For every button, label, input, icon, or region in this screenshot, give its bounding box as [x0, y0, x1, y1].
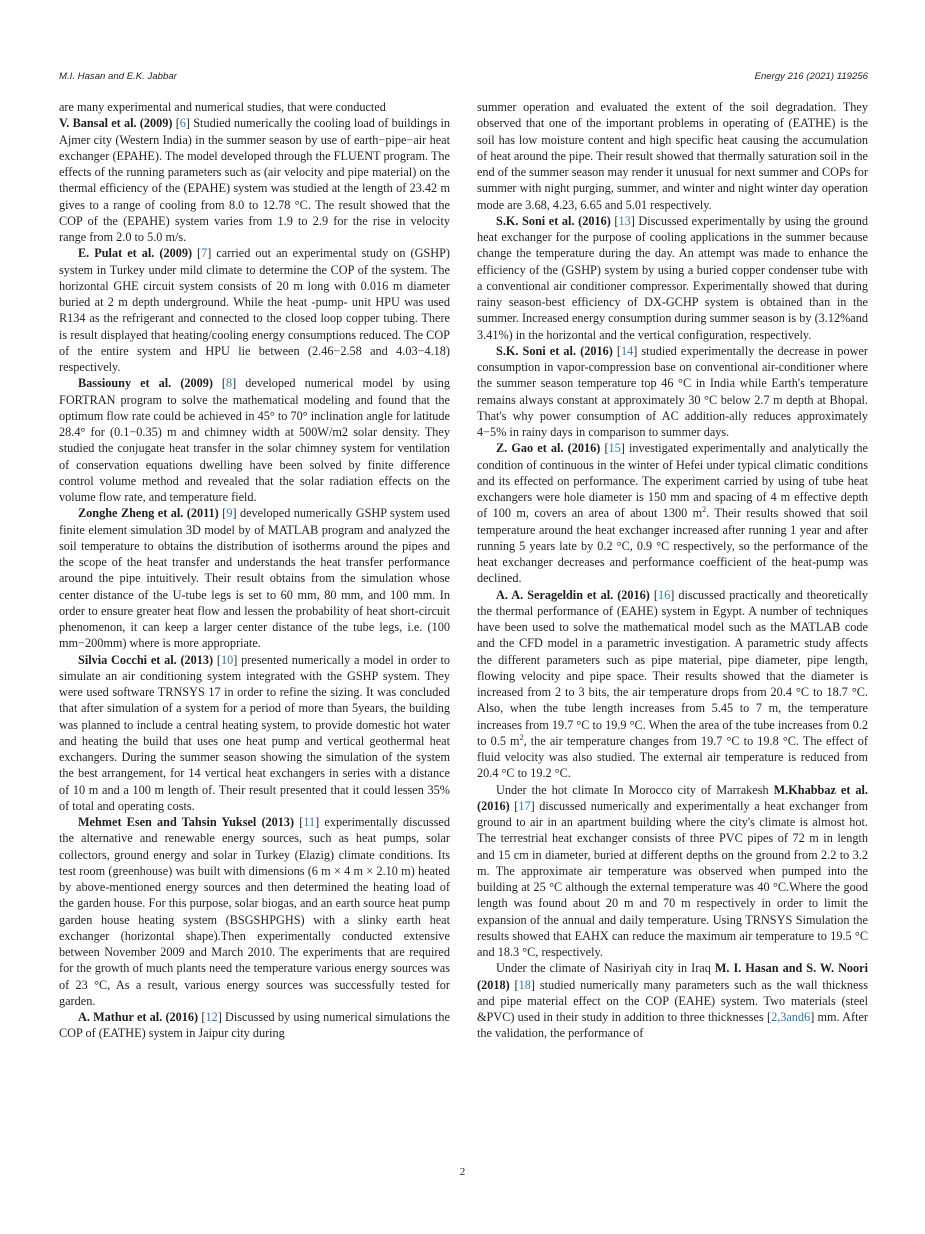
reference-link[interactable]: 12 — [205, 1010, 218, 1024]
citation-lead: S.K. Soni et al. (2016) — [496, 343, 613, 358]
citation-lead: Zonghe Zheng et al. (2011) — [78, 506, 219, 521]
reference-link[interactable]: 14 — [620, 343, 634, 358]
reference-link[interactable]: 15 — [608, 441, 621, 456]
paragraph-bassiouny: Bassiouny et al. (2009) [8] developed numerical model by using FORTRAN program to solve the mathematical modeling and found that the optimum flow rate could be achieved in 45° to 70° inclination angle for latitude 28.4° for (0.1−0.35) m and chimney width at 500W/m2 solar density. They studied the conjugate heat transfer in the solar chimney system for ventilation of conservation equations dwelling have been solved by finite difference control volume method and revealed that the solar radiation effects on the volume flow rate, and temperature field. — [59, 376, 450, 504]
running-head-authors: M.I. Hasan and E.K. Jabbar — [59, 71, 177, 82]
reference-link[interactable]: 18 — [518, 977, 531, 992]
paragraph-esen: Mehmet Esen and Tahsin Yuksel (2013) [11] experimentally discussed the alternative and renewable energy sources, such as heat pumps, solar collectors, ground energy and solar in Turkey (Elazig) climate conditions. Its test room (greenhouse) was built with dimensions (6 m × 4 m × 2.10 m) heated by above-mentioned energy sources and then determined the heating load of the garden house. For this purpose, solar biogas, and an earth source heat pump garden house heating system (BSGSHPGHS) with a slinky earth heat exchanger (horizontal shape).Then experimentally conducted extensive between November 2009 and March 2010. The experiments that are required for the growth of much plants need the temperature various energy sources was of 23 °C, As a result, various energy sources was successfully tested for garden. — [59, 815, 450, 1008]
paragraph-hasan: Under the climate of Nasiriyah city in Iraq M. I. Hasan and S. W. Noori (2018) [18] studied numerically many parameters such as the wall thickness and pipe material effect on the COP (EAHE) system. Two materials (steel &PVC) used in their study in addition to three thicknesses [2,3and6] mm. After the validation, the performance of — [477, 961, 869, 1041]
superscript: 2 — [702, 505, 707, 515]
paragraph-cocchi: Silvia Cocchi et al. (2013) [10] presented numerically a model in order to simulate an air conditioning system integrated with the GSHP system. They were used software TRNSYS 17 in order to refine the sizing. It was concluded that after simulation of a system for a period of more than 5years, the building was planned to include a central heating system, to provide domestic hot water and heating the build that uses one heat pump and vertical geothermal heat exchangers. During the summer season showing the simulation of the system the best arrangement, for 14 vertical heat exchangers in series with a distance of 10 m and a 100 m length of. Their result presented that it could lessen 35% of total and operating costs. — [59, 652, 450, 813]
reference-link[interactable]: 11 — [303, 815, 316, 829]
citation-lead: Silvia Cocchi et al. (2013) — [78, 652, 214, 667]
paragraph-continuation: are many experimental and numerical studies, that were conducted — [59, 100, 386, 114]
right-column — [477, 99, 868, 1042]
paragraph-gao: Z. Gao et al. (2016) [15] investigated experimentally and analytically the condition of continuous in the winter of Hefei under typical climatic conditions and its effected on performance. The experiment carried by using of tube heat exchangers were hole diameter is 150 mm and spacing of 4 m effective depth of 100 m, covers an area of about 1300 $m^2$. Their results showed that soil temperature around the heat exchanger increased after running 1 year and after running 5 years late by 0.2 °C, 0.9 °C respectively, so the performance of the heat exchanger decreases and performance coefficient of the heat-pump was declined. — [477, 441, 868, 586]
reference-link[interactable]: 13 — [618, 213, 631, 228]
reference-link[interactable]: 16 — [657, 587, 671, 602]
citation-lead: A. Mathur et al. (2016) — [78, 1010, 199, 1024]
reference-link[interactable]: 6 — [179, 116, 186, 131]
citation-lead: E. Pulat et al. (2009) — [78, 246, 193, 261]
citation-lead: V. Bansal et al. (2009) — [59, 116, 173, 131]
reference-link[interactable]: 7 — [201, 246, 208, 261]
citation-lead: S.K. Soni et al. (2016) — [496, 213, 611, 228]
citation-lead: Z. Gao et al. (2016) — [496, 441, 601, 456]
citation-lead: Bassiouny et al. (2009) — [78, 376, 213, 391]
reference-link[interactable]: 8 — [226, 376, 233, 391]
paragraph-soni-14: S.K. Soni et al. (2016) [14] studied experimentally the decrease in power consumption in vapor-compression base on conventional air-conditioner where the summer season temperature top 46 °C in India while Earth's temperature remains always constant at approximately 30 °C below 2.7 m depth at Bhopal. That's why power consumption of AC addition-ally reduces approximately 4−5% in rainy days in comparison to summer days. — [477, 343, 869, 439]
superscript: 2 — [519, 732, 524, 742]
paragraph-khabbaz: Under the hot climate In Morocco city of Marrakesh M.Khabbaz et al. (2016) [17] discussed numerically and experimentally a heat exchanger from ground to air in an apartment building where the city's climate is almost hot. The terrestrial heat exchanger consists of three PVC pipes of 72 m in length and 15 cm in diameter, buried at different depths on the ground from 2.2 to 3.2 m. The approximate air temperature was observed when pumped into the building at 25 °C although the external temperature was 40 °C.Where the good length was found about 20 m and 70 m respectively in order to limit the expansion of the annual and daily temperature. Using TRNSYS Simulation the results showed that EAHX can reduce the maximum air temperature to 19.5 °C and 18.3 °C, respectively. — [477, 782, 868, 959]
paragraph-bansal: V. Bansal et al. (2009) [6] Studied numerically the cooling load of buildings in Ajmer city (Western India) in the summer season by use of earth−pipe−air heat exchanger (EPAHE). The model developed through the FLUENT program. The effects of the running parameters such as (air velocity and pipe material) on the thermal efficiency of the (EPAHE) system was studied at the length of 23.42 m gives to a range of cooling from 8.0 to 12.78 °C. The result showed that the COP of the (EPAHE) system varies from 1.9 to 2.9 for the rise in velocity range from 2.0 to 5.0 m/s. — [59, 116, 450, 244]
page-number: 2 — [459, 1166, 466, 1178]
reference-link[interactable]: 2,3and6 — [771, 1010, 811, 1024]
left-column — [59, 99, 450, 1042]
paragraph-soni-13: S.K. Soni et al. (2016) [13] Discussed experimentally by using the ground heat exchanger for the purpose of cooling applications in the summer because change the temperature during the day. An attempt was made to enhance the efficiency of the (GSHP) system by using a buried copper condenser tube with a conventional air conditioner compressor. Experimentally showed that during rainy season-best efficiency of DX-GCHP system is obtained than in the summer. Increased energy consumption during summer season is by (3.12%and 3.41%) in the horizontal and the vertical configuration, respectively. — [477, 213, 868, 342]
reference-link[interactable]: 10 — [220, 652, 234, 667]
running-head — [59, 71, 868, 87]
citation-lead: Mehmet Esen and Tahsin Yuksel (2013) — [78, 815, 295, 829]
paragraph-zheng: Zonghe Zheng et al. (2011) [9] developed numerically GSHP system used finite element simulation 3D model by of MATLAB program and analyzed the soil temperature to obtains the distribution of isotherms around the pipes and the scope of the heat transfer and understands the heat transfer performance around the pipe intuitively. Their result obtains from the simulation whose center distance of the U-tube legs is set to 60 mm, 80 mm, and 100 mm. In order to ensure greater heat flow and lessen the probability of heat short-circuit phenomenon, it can keep a larger center distance of the tube legs, i.e. (100 mm−200mm) where is more appropriate. — [59, 506, 450, 651]
citation-lead: M. I. Hasan and S. W. Noori (2018) — [477, 961, 869, 992]
running-head-journal: Energy 216 (2021) 119256 — [754, 71, 868, 82]
paragraph-continuation: summer operation and evaluated the extent of the soil degradation. They observed that one of the important problems in operating of (EATHE) is the soil has low moisture content and high specific heat causing the accumulation of heat around the pipe. Their result showed that thermally saturation soil in the end of the summer season may render it unusual for next summer and COPs for summer with night purging, summer, and winter and night winter day operation mode are 3.68, 4.23, 6.65 and 5.01 respectively. — [477, 100, 868, 212]
reference-link[interactable]: 17 — [518, 798, 531, 813]
paragraph-serageldin: A. A. Serageldin et al. (2016) [16] discussed practically and theoretically the thermal performance of (EAHE) system in Egypt. A number of techniques have been used to solve the mathematical model such as the MATLAB code and the CFD model in a parametric investigation. A parametric study affects the different parameters such as pipe material, pipe diameter, pipe length, flowing velocity and pipe space. Their results showed that the diameter is increased from 2 to 3 bits, the air temperature drops from 20.4 °C to 18.7 °C. Also, when the tube length increases from 5.45 to 7 m, the temperature increases from 19.7 °C to 19.9 °C. When the area of the tube increases from 0.2 to 0.5 $m^2$, the air temperature changes from 19.7 °C to 19.8 °C. The effect of fluid velocity was also studied. The external air temperature is reduced from 20.4 °C to 19.2 °C. — [477, 587, 868, 781]
citation-lead: A. A. Serageldin et al. (2016) — [496, 587, 650, 602]
paragraph-mathur: A. Mathur et al. (2016) [12] Discussed by using numerical simulations the COP of (EATHE) system in Jaipur city during — [59, 1010, 450, 1041]
citation-lead: M.Khabbaz et al. (2016) — [477, 782, 868, 813]
paragraph-pulat: E. Pulat et al. (2009) [7] carried out an experimental study on (GSHP) system in Turkey under mild climate to determine the COP of the system. The horizontal GHE circuit system consists of 20 m long with 0.016 m diameter buried at 2 m depth underground. While the heat -pump- unit HPU was used R134 as the refrigerant and connected to the closed loop copper tubing. There is result displayed that heating/cooling energy consumptions reduced. The COP of the entire system and HPU lie between (2.46−2.58 and 4.03−4.18) respectively. — [59, 246, 450, 374]
reference-link[interactable]: 9 — [226, 506, 233, 521]
